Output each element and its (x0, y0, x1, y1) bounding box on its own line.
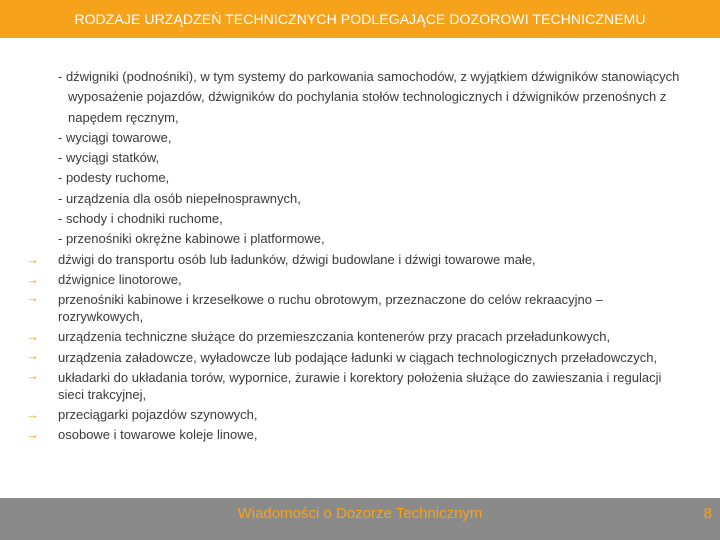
sub-list-item: - wyciągi statków, (58, 150, 160, 166)
arrow-list-item (26, 290, 680, 327)
arrow-right-icon: → (26, 427, 39, 443)
arrow-list-item-text: urządzenia załadowcze, wyładowcze lub podające ładunki w ciągach technologicznych przeładowczych, (58, 349, 658, 365)
sub-list-item: - dźwigniki (podnośniki), w tym systemy do parkowania samochodów, z wyjątkiem dźwigników stanowiących wyposażenie pojazdów, dźwigników do pochylania stołów technologicznych i dźwigników przenośnych z napędem ręcznym, (58, 69, 680, 125)
arrow-list-item-text: osobowe i towarowe koleje linowe, (58, 427, 258, 443)
footer-bar (0, 498, 720, 540)
header-bar (0, 0, 720, 38)
slide-title: RODZAJE URZĄDZEŃ TECHNICZNYCH PODLEGAJĄCE DOZOROWI TECHNICZNEMU (74, 11, 646, 27)
arrow-list-item (26, 327, 680, 347)
sub-list-item: - podesty ruchome, (58, 170, 170, 186)
arrow-list-item (26, 405, 680, 425)
page-number: 8 (703, 505, 712, 522)
content-area (26, 67, 680, 446)
arrow-list-item (26, 368, 680, 405)
arrow-list-item-text: dźwigi do transportu osób lub ładunków, dźwigi budowlane i dźwigi towarowe małe, (58, 251, 536, 267)
arrow-right-icon: → (26, 407, 39, 423)
footer-title: Wiadomości o Dozorze Technicznym (237, 505, 483, 522)
arrow-list-item (26, 425, 680, 445)
sub-list-item: - schody i chodniki ruchome, (58, 211, 223, 227)
arrow-list-item (26, 347, 680, 369)
arrow-right-icon: → (26, 347, 39, 363)
arrow-list (26, 250, 680, 446)
sub-list (40, 67, 680, 250)
arrow-list-item (26, 250, 680, 270)
arrow-right-icon: → (26, 368, 39, 384)
arrow-list-item-text: przeciągarki pojazdów szynowych, (58, 407, 258, 423)
arrow-list-item (26, 270, 680, 290)
sub-list-item: - wyciągi towarowe, (58, 129, 172, 145)
arrow-right-icon: → (26, 251, 39, 267)
arrow-list-item-text: przenośniki kabinowe i krzesełkowe o ruchu obrotowym, przeznaczone do celów rekraacyjno – rozrywkowych, (58, 292, 603, 324)
arrow-right-icon: → (26, 290, 39, 306)
arrow-list-item-text: dźwignice linotorowe, (58, 271, 182, 287)
arrow-right-icon: → (26, 271, 39, 287)
arrow-list-item-text: urządzenia techniczne służące do przemieszczania kontenerów przy pracach przeładunkowych, (58, 329, 611, 345)
sub-list-item: - przenośniki okrężne kabinowe i platformowe, (58, 231, 325, 247)
arrow-right-icon: → (26, 329, 39, 345)
arrow-list-item-text: układarki do układania torów, wypornice, żurawie i korektory położenia służące do zawieszania i regulacji sieci trakcyjnej, (58, 370, 662, 402)
sub-list-item: - urządzenia dla osób niepełnosprawnych, (58, 190, 301, 206)
